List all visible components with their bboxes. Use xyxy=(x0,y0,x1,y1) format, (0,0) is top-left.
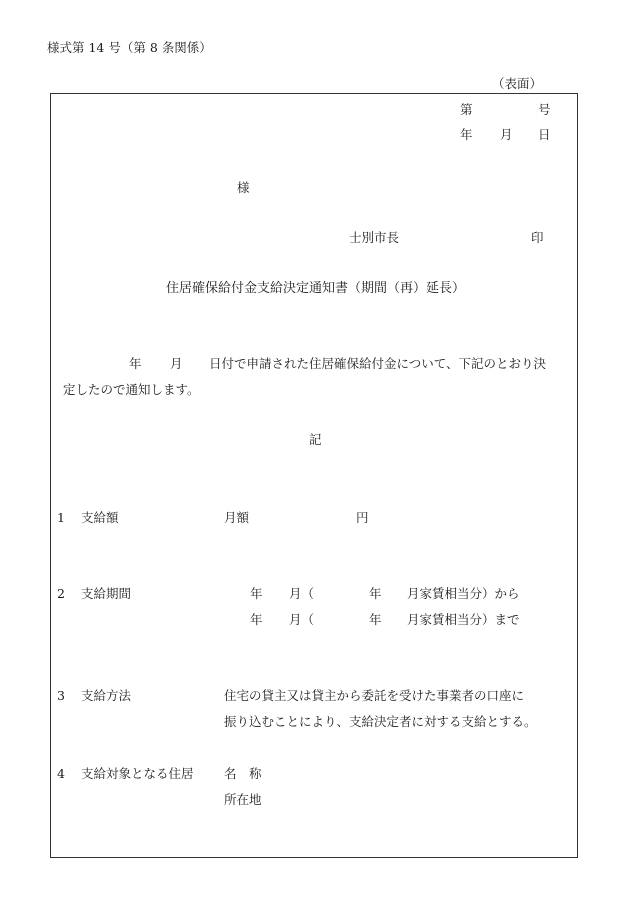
period-to-year: 年 xyxy=(250,612,263,627)
body-year: 年 xyxy=(129,356,142,371)
method-line1: 住宅の貸主又は貸主から委託を受けた事業者の口座に xyxy=(224,688,525,703)
item-1-label: 支給額 xyxy=(81,510,119,525)
item-2-number: 2 xyxy=(57,586,65,601)
item-4-number: 4 xyxy=(57,766,65,781)
period-from-year: 年 xyxy=(250,586,263,601)
residence-address-label: 所在地 xyxy=(224,792,262,807)
body-line2: 定したので通知します。 xyxy=(63,382,200,397)
addressee-suffix: 様 xyxy=(237,180,250,195)
period-to-rest: 月家賃相当分）まで xyxy=(407,612,520,627)
period-to-month: 月（ xyxy=(289,612,315,627)
date-month: 月 xyxy=(500,127,513,142)
doc-number-suffix: 号 xyxy=(538,102,551,117)
date-year: 年 xyxy=(460,127,473,142)
item-2-label: 支給期間 xyxy=(81,586,132,601)
side-label: （表面） xyxy=(492,76,543,91)
form-header: 様式第 14 号（第 8 条関係） xyxy=(47,40,212,55)
period-to-year2: 年 xyxy=(369,612,382,627)
monthly-amount-label: 月額 xyxy=(224,510,250,525)
document-title: 住居確保給付金支給決定通知書（期間（再）延長） xyxy=(166,281,466,296)
item-4-label: 支給対象となる住居 xyxy=(81,766,194,781)
item-3-number: 3 xyxy=(57,688,65,703)
period-from-month: 月（ xyxy=(289,586,315,601)
yen-label: 円 xyxy=(356,510,369,525)
residence-name-label: 名 称 xyxy=(224,766,262,781)
date-day: 日 xyxy=(538,127,551,142)
issuer-name: 士別市長 xyxy=(349,230,400,245)
method-line2: 振り込むことにより、支給決定者に対する支給とする。 xyxy=(224,714,537,729)
body-line1: 日付で申請された住居確保給付金について、下記のとおり決 xyxy=(209,356,547,371)
item-1-number: 1 xyxy=(57,510,65,525)
doc-number-prefix: 第 xyxy=(460,102,473,117)
period-from-year2: 年 xyxy=(369,586,382,601)
item-3-label: 支給方法 xyxy=(81,688,132,703)
issuer-seal: 印 xyxy=(531,230,544,245)
document-frame xyxy=(50,93,578,858)
period-from-rest: 月家賃相当分）から xyxy=(407,586,520,601)
ki-heading: 記 xyxy=(309,432,322,447)
body-month: 月 xyxy=(170,356,183,371)
